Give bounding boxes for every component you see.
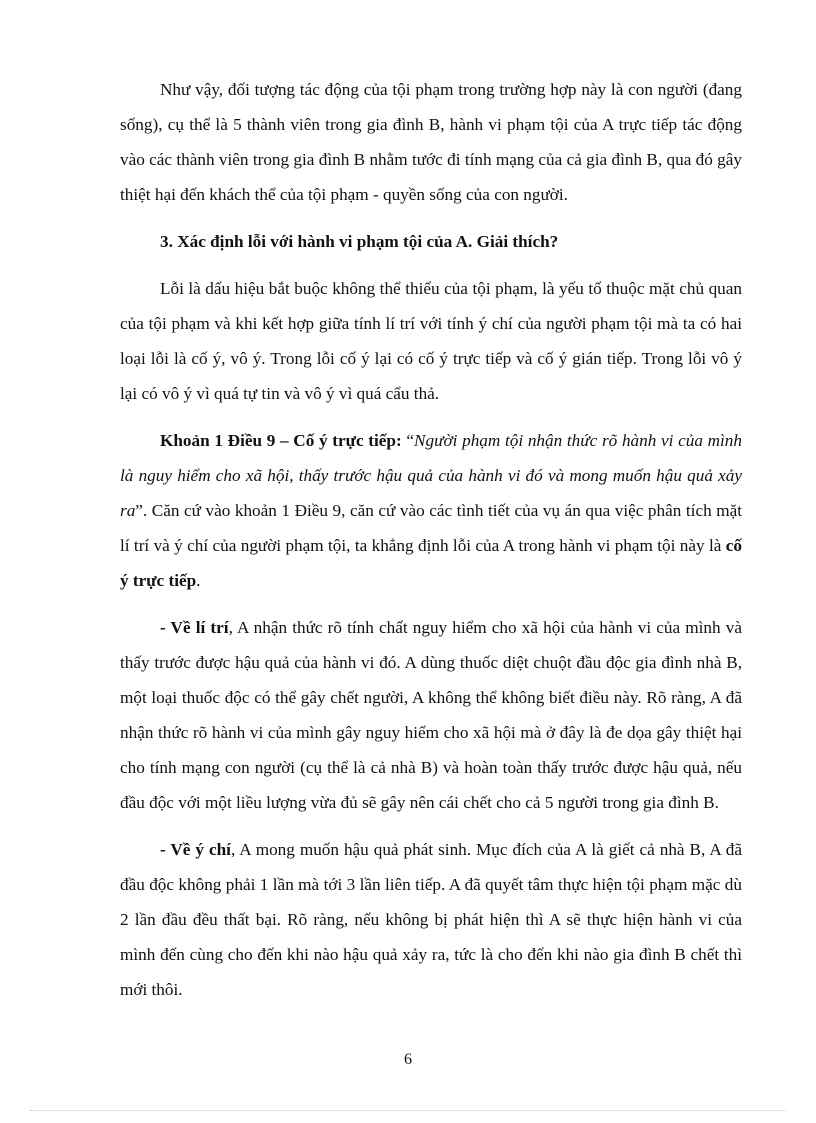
legal-reference: Khoản 1 Điều 9 – Cố ý trực tiếp: [160,431,402,450]
paragraph-end: . [196,571,201,590]
paragraph-legal-basis [120,423,742,598]
document-body [120,72,742,1019]
paragraph-text: Như vậy, đối tượng tác động của tội phạm trong trường hợp này là con người (đang sống), cụ thể là 5 thành viên trong gia đình B, hành vi phạm tội của A trực tiếp tác động vào các thành viên trong gia đình B nhằm tước đi tính mạng của cả gia đình B, qua đó gây thiệt hại đến khách thể của tội phạm - quyền sống của con người. [120,80,742,204]
paragraph-fault-definition [120,271,742,411]
subheading-will: - Về ý chí [160,840,231,859]
paragraph-reason [120,610,742,820]
footer-divider [30,1110,786,1111]
subheading-reason: - Về lí trí [160,618,229,637]
section-heading [120,224,742,259]
paragraph-text: , A mong muốn hậu quả phát sinh. Mục đích của A là giết cả nhà B, A đã đầu độc không phải 1 lần mà tới 3 lần liên tiếp. A đã quyết tâm thực hiện tội phạm mặc dù 2 lần đầu đều thất bại. Rõ ràng, nếu không bị phát hiện thì A sẽ thực hiện hành vi của mình đến cùng cho đến khi nào hậu quả xảy ra, tức là cho đến khi nào gia đình B chết thì mới thôi. [120,840,742,999]
fault-conclusion: cố ý trực tiếp [120,536,742,590]
paragraph-conclusion-object [120,72,742,212]
paragraph-text: , A nhận thức rõ tính chất nguy hiểm cho xã hội của hành vi của mình và thấy trước được hậu quả của hành vi đó. A dùng thuốc diệt chuột đầu độc gia đình nhà B, một loại thuốc độc có thể gây chết người, A không thể không biết điều này. Rõ ràng, A đã nhận thức rõ hành vi của mình gây nguy hiểm cho xã hội mà ở đây là đe dọa gây thiệt hại cho tính mạng con người (cụ thể là cả nhà B) và hoàn toàn thấy trước được hậu quả, nếu đầu độc với một liều lượng vừa đủ sẽ gây nên cái chết cho cả 5 người trong gia đình B. [120,618,742,812]
page-number: 6 [404,1051,412,1068]
quote-open: “ [401,431,415,450]
paragraph-text: Lỗi là dấu hiệu bắt buộc không thể thiếu của tội phạm, là yếu tố thuộc mặt chủ quan của tội phạm và khi kết hợp giữa tính lí trí với tính ý chí của người phạm tội mà ta có hai loại lỗi là cố ý, vô ý. Trong lỗi cố ý lại có cố ý trực tiếp và cố ý gián tiếp. Trong lỗi vô ý lại có vô ý vì quá tự tin và vô ý vì quá cẩu thả. [120,279,742,403]
paragraph-text: ”. Căn cứ vào khoản 1 Điều 9, căn cứ vào các tình tiết của vụ án qua việc phân tích mặt lí trí và ý chí của người phạm tội, ta khẳng định lỗi của A trong hành vi phạm tội này là [120,501,742,555]
legal-quote: Người phạm tội nhận thức rõ hành vi của mình là nguy hiểm cho xã hội, thấy trước hậu quả của hành vi đó và mong muốn hậu quả xảy ra [120,431,742,520]
section-heading-text: 3. Xác định lỗi với hành vi phạm tội của A. Giải thích? [160,232,559,251]
paragraph-will [120,832,742,1007]
